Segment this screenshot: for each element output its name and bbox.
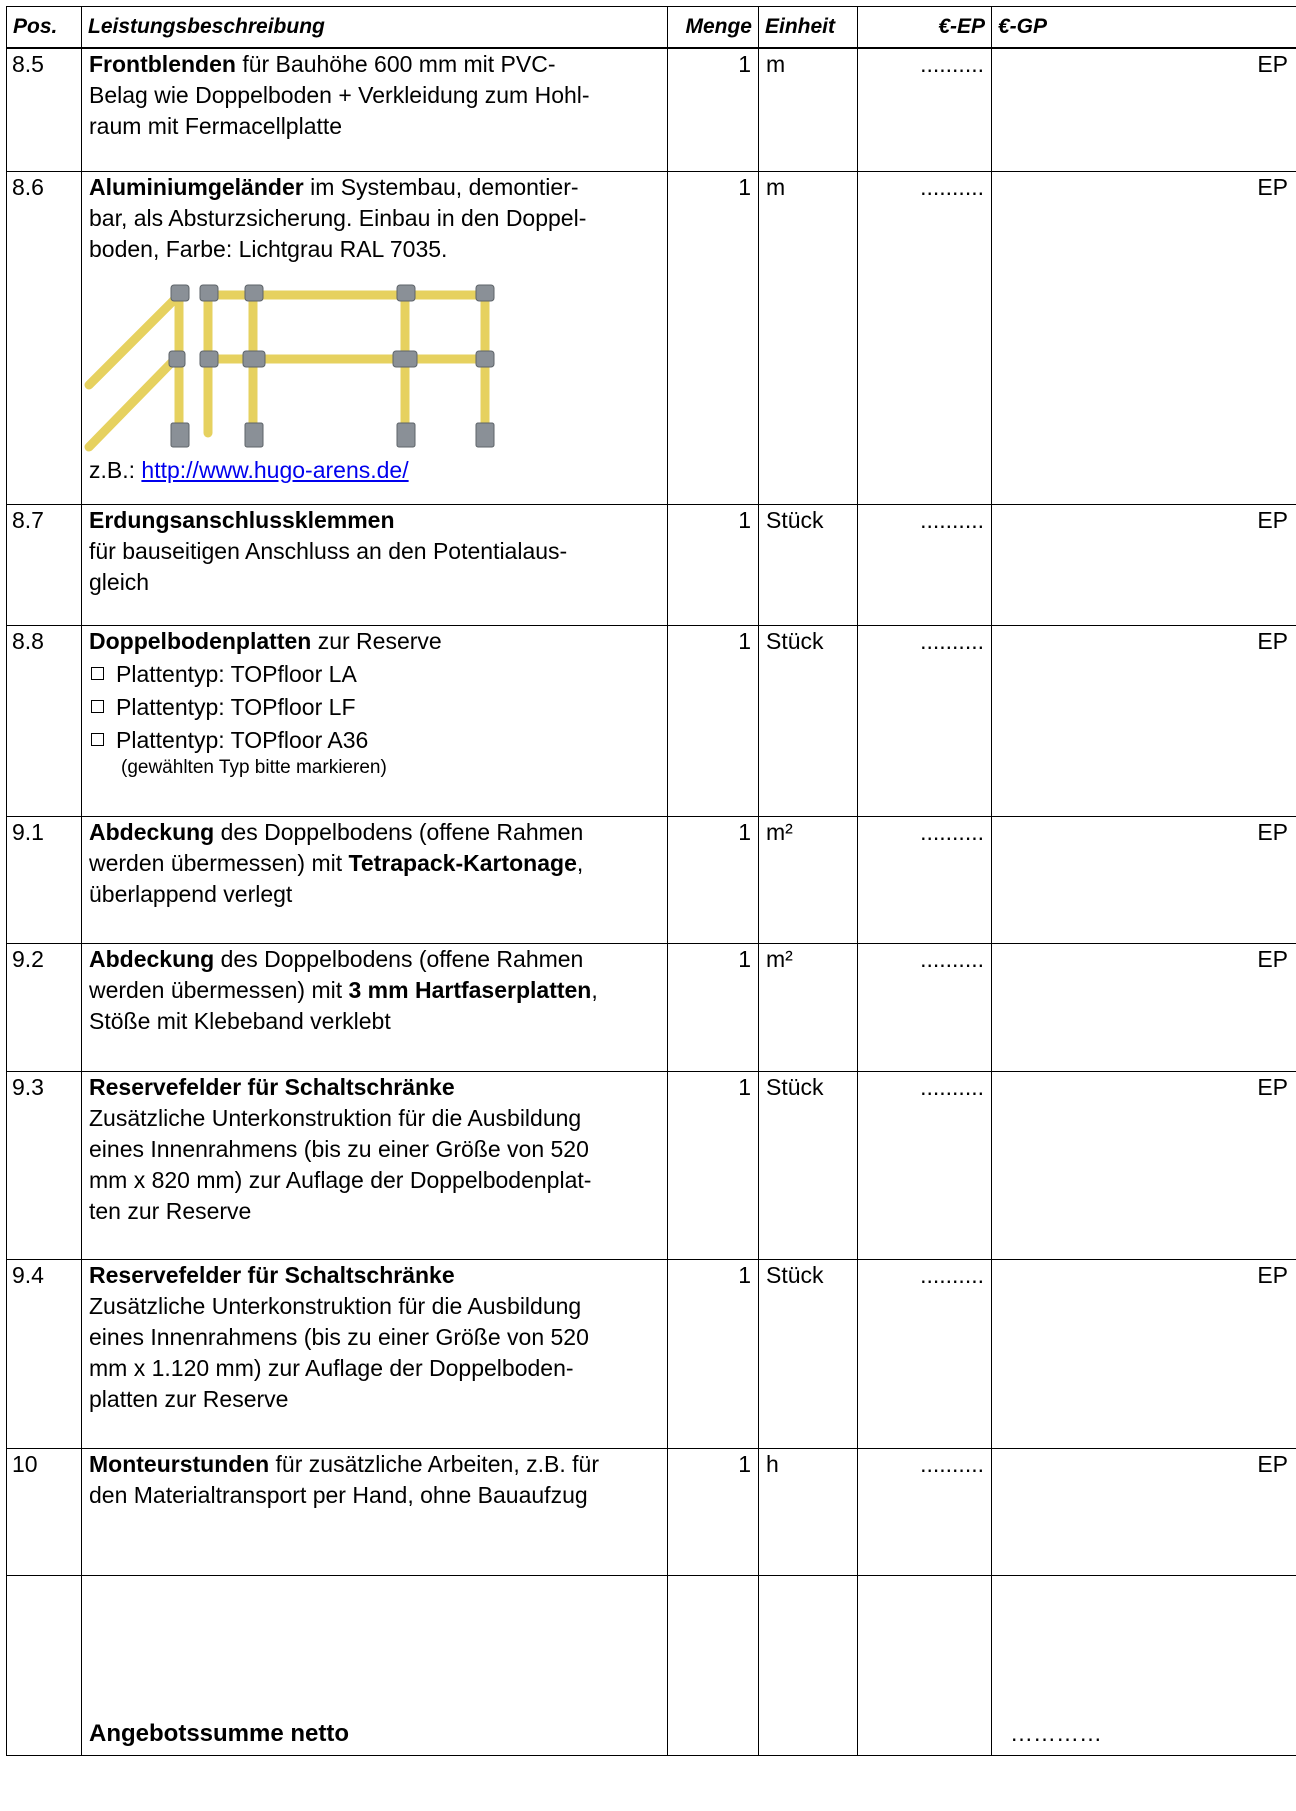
option-label: Plattentyp: TOPfloor LA — [116, 660, 357, 687]
desc-line: des Doppelbodens (offene Rahmen — [214, 945, 584, 972]
row-gp: EP — [992, 1071, 1296, 1259]
row-description — [82, 171, 668, 504]
row-description — [82, 816, 668, 943]
desc-line: werden übermessen) mit — [89, 976, 349, 1003]
row-ep-placeholder[interactable]: .......... — [858, 48, 992, 171]
row-gp: EP — [992, 625, 1296, 816]
row-pos: 9.1 — [7, 816, 82, 943]
table-header-row — [7, 7, 1296, 49]
row-einheit: m — [759, 171, 858, 504]
table-row — [7, 943, 1296, 1071]
row-menge: 1 — [668, 171, 759, 504]
desc-line: für zusätzliche Arbeiten, z.B. für — [269, 1450, 599, 1477]
checkbox[interactable] — [91, 700, 104, 713]
summary-ep-empty — [858, 1575, 992, 1755]
row-description — [82, 504, 668, 625]
row-description — [82, 48, 668, 171]
desc-line: den Materialtransport per Hand, ohne Bauaufzug — [89, 1481, 588, 1508]
row-menge: 1 — [668, 1259, 759, 1448]
row-pos: 8.5 — [7, 48, 82, 171]
row-ep-placeholder[interactable]: .......... — [858, 625, 992, 816]
summary-einheit-empty — [759, 1575, 858, 1755]
desc-line: des Doppelbodens (offene Rahmen — [214, 818, 584, 845]
row-einheit: m² — [759, 816, 858, 943]
checkbox[interactable] — [91, 667, 104, 680]
desc-bold: Tetrapack-Kartonage — [348, 849, 577, 876]
row-menge: 1 — [668, 625, 759, 816]
row-pos: 8.8 — [7, 625, 82, 816]
row-menge: 1 — [668, 504, 759, 625]
desc-line: platten zur Reserve — [89, 1385, 289, 1412]
desc-line: Zusätzliche Unterkonstruktion für die Ausbildung — [89, 1104, 582, 1131]
row-description — [82, 1071, 668, 1259]
link-prefix: z.B.: — [89, 456, 142, 483]
row-ep-placeholder[interactable]: .......... — [858, 816, 992, 943]
checkbox[interactable] — [91, 733, 104, 746]
desc-line: mm x 820 mm) zur Auflage der Doppelbodenplat- — [89, 1166, 592, 1193]
row-title: Reservefelder für Schaltschränke — [89, 1261, 455, 1288]
table-row — [7, 48, 1296, 171]
row-title: Abdeckung — [89, 945, 215, 972]
row-menge: 1 — [668, 1071, 759, 1259]
desc-line: gleich — [89, 568, 150, 595]
row-einheit: h — [759, 1448, 858, 1575]
desc-line: , — [591, 976, 598, 1003]
table-row — [7, 171, 1296, 504]
row-ep-placeholder[interactable]: .......... — [858, 504, 992, 625]
summary-value[interactable]: ………… — [992, 1575, 1296, 1755]
row-menge: 1 — [668, 48, 759, 171]
row-title: Aluminiumgeländer — [89, 173, 304, 200]
row-pos: 9.3 — [7, 1071, 82, 1259]
row-title: Frontblenden — [89, 51, 236, 77]
desc-line: für bauseitigen Anschluss an den Potentialaus- — [89, 537, 568, 564]
table-row — [7, 816, 1296, 943]
table-row — [7, 504, 1296, 625]
row-ep-placeholder[interactable]: .......... — [858, 1259, 992, 1448]
row-einheit: Stück — [759, 625, 858, 816]
option-row[interactable] — [89, 725, 660, 756]
option-label: Plattentyp: TOPfloor A36 — [116, 726, 369, 753]
header-description: Leistungsbeschreibung — [82, 7, 668, 49]
desc-line: bar, als Absturzsicherung. Einbau in den Doppel- — [89, 204, 587, 231]
row-pos: 9.4 — [7, 1259, 82, 1448]
header-gp: €-GP — [992, 7, 1296, 49]
option-row[interactable] — [89, 659, 660, 690]
header-pos: Pos. — [7, 7, 82, 49]
row-menge: 1 — [668, 1448, 759, 1575]
desc-line: zur Reserve — [311, 627, 442, 654]
row-gp: EP — [992, 943, 1296, 1071]
row-einheit: Stück — [759, 504, 858, 625]
summary-row — [7, 1575, 1296, 1755]
row-einheit: m² — [759, 943, 858, 1071]
row-menge: 1 — [668, 816, 759, 943]
row-gp: EP — [992, 1448, 1296, 1575]
row-einheit: Stück — [759, 1071, 858, 1259]
header-ep: €-EP — [858, 7, 992, 49]
row-ep-placeholder[interactable]: .......... — [858, 1448, 992, 1575]
row-ep-placeholder[interactable]: .......... — [858, 943, 992, 1071]
desc-line: eines Innenrahmens (bis zu einer Größe von 520 — [89, 1323, 589, 1350]
row-gp: EP — [992, 816, 1296, 943]
row-description — [82, 1259, 668, 1448]
row-title: Doppelbodenplatten — [89, 627, 312, 654]
table-row — [7, 1071, 1296, 1259]
row-title: Monteurstunden — [89, 1450, 270, 1477]
row-menge: 1 — [668, 943, 759, 1071]
row-gp: EP — [992, 48, 1296, 171]
option-row[interactable] — [89, 692, 660, 723]
summary-label-text: Angebotssumme netto — [89, 1719, 350, 1747]
desc-line: raum mit Fermacellplatte — [89, 113, 343, 139]
desc-line: für Bauhöhe 600 mm mit PVC- — [235, 51, 556, 77]
desc-line: ten zur Reserve — [89, 1197, 252, 1224]
desc-line: Belag wie Doppelboden + Verkleidung zum Hohl- — [89, 82, 590, 108]
row-einheit: m — [759, 48, 858, 171]
table-row — [7, 1259, 1296, 1448]
row-ep-placeholder[interactable]: .......... — [858, 171, 992, 504]
header-menge: Menge — [668, 7, 759, 49]
row-pos: 8.7 — [7, 504, 82, 625]
row-description — [82, 943, 668, 1071]
desc-line: im Systembau, demontier- — [303, 173, 579, 200]
row-pos: 10 — [7, 1448, 82, 1575]
summary-label — [82, 1575, 668, 1755]
row-gp: EP — [992, 504, 1296, 625]
row-gp: EP — [992, 1259, 1296, 1448]
summary-menge-empty — [668, 1575, 759, 1755]
row-title: Reservefelder für Schaltschränke — [89, 1073, 455, 1100]
summary-pos-empty — [7, 1575, 82, 1755]
desc-bold: 3 mm Hartfaserplatten — [348, 976, 592, 1003]
railing-image — [83, 275, 503, 453]
desc-line: eines Innenrahmens (bis zu einer Größe von 520 — [89, 1135, 589, 1162]
specification-table — [6, 6, 1296, 1756]
row-gp: EP — [992, 171, 1296, 504]
desc-line: mm x 1.120 mm) zur Auflage der Doppelboden- — [89, 1354, 574, 1381]
desc-line: werden übermessen) mit — [89, 849, 349, 876]
row-pos: 9.2 — [7, 943, 82, 1071]
table-row — [7, 1448, 1296, 1575]
desc-line: boden, Farbe: Lichtgrau RAL 7035. — [89, 235, 448, 262]
row-pos: 8.6 — [7, 171, 82, 504]
option-label: Plattentyp: TOPfloor LF — [116, 693, 356, 720]
row-ep-placeholder[interactable]: .......... — [858, 1071, 992, 1259]
row-title: Abdeckung — [89, 818, 215, 845]
row-description — [82, 1448, 668, 1575]
table-row — [7, 625, 1296, 816]
supplier-link[interactable]: http://www.hugo-arens.de/ — [141, 456, 409, 483]
row-einheit: Stück — [759, 1259, 858, 1448]
row-description — [82, 625, 668, 816]
desc-line: Zusätzliche Unterkonstruktion für die Ausbildung — [89, 1292, 582, 1319]
header-einheit: Einheit — [759, 7, 858, 49]
desc-line: , — [576, 849, 584, 876]
desc-line: überlappend verlegt — [89, 880, 293, 907]
desc-line: Stöße mit Klebeband verklebt — [89, 1007, 391, 1034]
selection-hint: (gewählten Typ bitte markieren) — [121, 756, 387, 778]
row-title: Erdungsanschlussklemmen — [89, 506, 395, 533]
